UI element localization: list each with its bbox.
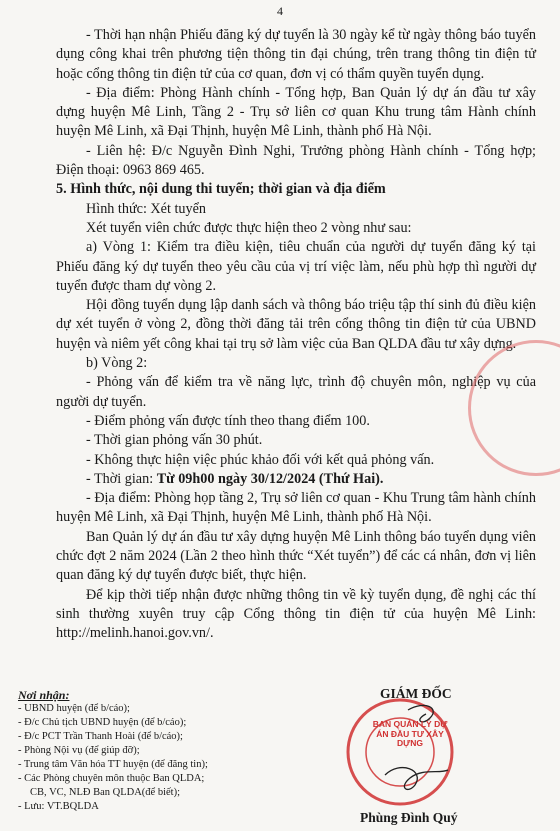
recipient-item: - Lưu: VT.BQLDA (18, 801, 99, 812)
signer-role: GIÁM ĐỐC (380, 686, 452, 701)
recipient-item: CB, VC, NLĐ Ban QLDA(để biết); (30, 787, 180, 798)
recipient-item: - Các Phòng chuyên môn thuộc Ban QLDA; (18, 773, 205, 784)
paragraph-round1: a) Vòng 1: Kiểm tra điều kiện, tiêu chuẩn của người dự tuyển đăng ký tại Phiếu đăng ký dự tuyển theo yêu cầu của vị trí việc làm, nếu phù hợp thì người dự tuyển được tham dự vòng 2. (56, 239, 536, 294)
recipients-title: Nơi nhận: (18, 688, 70, 702)
paragraph-no-review: - Không thực hiện việc phúc khảo đối với kết quả phỏng vấn. (86, 451, 435, 468)
paragraph-location: - Địa điểm: Phòng Hành chính - Tổng hợp, Ban Quản lý dự án đầu tư xây dựng huyện Mê Linh, Tầng 2 - Trụ sở liên cơ quan Khu trung tâm Hành chính huyện Mê Linh, xã Đại Thịnh, huyện Mê Linh, thành phố Hà Nội. (56, 84, 536, 140)
paragraph-deadline: - Thời hạn nhận Phiếu đăng ký dự tuyển là 30 ngày kể từ ngày thông báo tuyển dụng công khai trên phương tiện thông tin đại chúng, trên trang thông tin điện tử hoặc cổng thông tin điện tử của cơ quan, đơn vị có thẩm quyền tuyển dụng. (56, 27, 536, 82)
paragraph-form: Hình thức: Xét tuyển (86, 200, 206, 217)
recipient-item: - Phòng Nội vụ (để giúp đỡ); (18, 745, 140, 756)
time-label: - Thời gian: (86, 470, 157, 487)
paragraph-interview: - Phỏng vấn để kiểm tra về năng lực, trình độ chuyên môn, nghiệp vụ của người dự tuyển. (56, 374, 536, 410)
recipient-item: - Đ/c PCT Trần Thanh Hoài (để b/cáo); (18, 731, 183, 742)
paragraph-council: Hội đồng tuyển dụng lập danh sách và thông báo triệu tập thí sinh đủ điều kiện dự xét tuyển ở vòng 2, đồng thời đăng tải trên cổng thông tin điện tử của UBND huyện và niêm yết công khai tại trụ sở làm việc của Ban QLDA đầu tư xây dựng. (56, 297, 536, 352)
paragraph-contact: - Liên hệ: Đ/c Nguyễn Đình Nghi, Trưởng phòng Hành chính - Tổng hợp; Điện thoại: 0963 869 465. (56, 142, 536, 179)
recipients-block (18, 688, 318, 814)
paragraph-duration: - Thời gian phỏng vấn 30 phút. (86, 432, 263, 449)
section-heading: 5. Hình thức, nội dung thi tuyển; thời gian và địa điểm (56, 181, 386, 198)
document-body (56, 26, 536, 644)
paragraph-time (56, 470, 536, 489)
recipient-item: - UBND huyện (để b/cáo); (18, 703, 130, 714)
stamp-label: BAN QUẢN LÝ DỰ ÁN ĐẦU TƯ XÂY DỰNG (372, 719, 448, 748)
recipient-item: - Trung tâm Văn hóa TT huyện (để đăng tin); (18, 759, 208, 770)
official-stamp-icon (330, 690, 470, 810)
recipient-item: - Đ/c Chủ tịch UBND huyện (để b/cáo); (18, 717, 187, 728)
time-value: Từ 09h00 ngày 30/12/2024 (Thứ Hai). (156, 470, 384, 487)
paragraph-intro: Xét tuyển viên chức được thực hiện theo 2 vòng như sau: (86, 219, 412, 236)
page-number: 4 (277, 4, 283, 18)
paragraph-announcement: Ban Quản lý dự án đầu tư xây dựng huyện Mê Linh thông báo tuyển dụng viên chức đợt 2 năm 2024 (Lần 2 theo hình thức “Xét tuyển”) để các cá nhân, đơn vị liên quan đăng ký dự tuyển được biết, thực hiện. (56, 528, 536, 584)
paragraph-venue: - Địa điểm: Phòng họp tầng 2, Trụ sở liên cơ quan - Khu Trung tâm hành chính huyện Mê Linh, xã Đại Thịnh, huyện Mê Linh, thành phố Hà Nội. (56, 490, 536, 526)
signature-block (310, 680, 560, 831)
paragraph-closing: Để kịp thời tiếp nhận được những thông tin về kỳ tuyển dụng, đề nghị các thí sinh thường xuyên truy cập Cổng thông tin điện tử của huyện Mê Linh: http://melinh.hanoi.gov.vn/. (56, 586, 536, 642)
paragraph-scale: - Điểm phỏng vấn được tính theo thang điểm 100. (86, 412, 370, 429)
signer-name: Phùng Đình Quý (360, 810, 458, 825)
paragraph-round2: b) Vòng 2: (86, 355, 148, 372)
